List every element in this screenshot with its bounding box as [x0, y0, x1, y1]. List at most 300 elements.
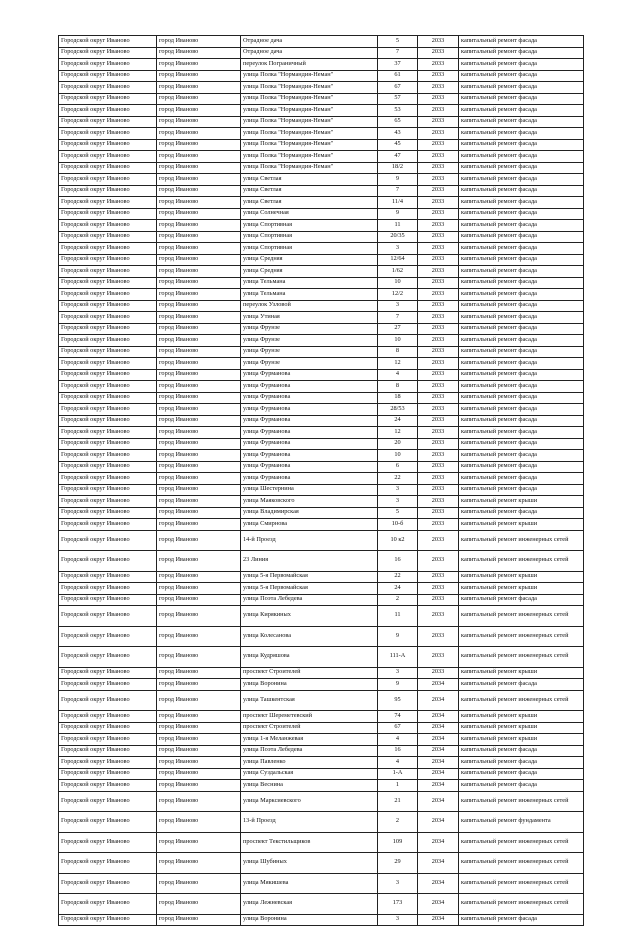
municipality-cell: Городской округ Иваново — [59, 128, 157, 140]
settlement-cell: город Иваново — [157, 461, 241, 473]
work-type-cell: капитальный ремонт фасада — [459, 47, 584, 59]
house-number-cell: 20 — [378, 438, 418, 450]
settlement-cell: город Иваново — [157, 507, 241, 519]
table-row — [59, 780, 584, 792]
year-cell: 2034 — [418, 757, 459, 769]
settlement-cell: город Иваново — [157, 358, 241, 370]
municipality-cell: Городской округ Иваново — [59, 594, 157, 606]
house-number-cell: 4 — [378, 369, 418, 381]
table-row — [59, 231, 584, 243]
year-cell: 2033 — [418, 36, 459, 48]
settlement-cell: город Иваново — [157, 734, 241, 746]
municipality-cell: Городской округ Иваново — [59, 832, 157, 853]
year-cell: 2033 — [418, 507, 459, 519]
table-row — [59, 381, 584, 393]
year-cell: 2034 — [418, 914, 459, 926]
house-number-cell: 111-А — [378, 647, 418, 668]
municipality-cell: Городской округ Иваново — [59, 427, 157, 439]
work-type-cell: капитальный ремонт фасада — [459, 185, 584, 197]
street-cell: улица Светлая — [241, 174, 378, 186]
year-cell: 2034 — [418, 722, 459, 734]
municipality-cell: Городской округ Иваново — [59, 277, 157, 289]
work-type-cell: капитальный ремонт фасада — [459, 369, 584, 381]
municipality-cell: Городской округ Иваново — [59, 626, 157, 647]
table-row — [59, 711, 584, 723]
work-type-cell: капитальный ремонт фасада — [459, 220, 584, 232]
street-cell: проспект Текстильщиков — [241, 832, 378, 853]
house-number-cell: 47 — [378, 151, 418, 163]
settlement-cell: город Иваново — [157, 289, 241, 301]
street-cell: улица Владимирская — [241, 507, 378, 519]
year-cell: 2033 — [418, 583, 459, 595]
street-cell: улица 1-я Меланжевая — [241, 734, 378, 746]
street-cell: улица Тельмана — [241, 289, 378, 301]
street-cell: улица Суздальская — [241, 768, 378, 780]
year-cell: 2033 — [418, 438, 459, 450]
street-cell: улица Фурманова — [241, 473, 378, 485]
year-cell: 2033 — [418, 105, 459, 117]
municipality-cell: Городской округ Иваново — [59, 266, 157, 278]
year-cell: 2033 — [418, 220, 459, 232]
house-number-cell: 9 — [378, 626, 418, 647]
street-cell: улица Утиная — [241, 312, 378, 324]
street-cell: улица Кирякиных — [241, 606, 378, 627]
settlement-cell: город Иваново — [157, 496, 241, 508]
street-cell: Отрадное дача — [241, 47, 378, 59]
house-number-cell: 109 — [378, 832, 418, 853]
municipality-cell: Городской округ Иваново — [59, 415, 157, 427]
municipality-cell: Городской округ Иваново — [59, 346, 157, 358]
table-row — [59, 583, 584, 595]
work-type-cell: капитальный ремонт фасада — [459, 266, 584, 278]
street-cell: улица Фурманова — [241, 427, 378, 439]
settlement-cell: город Иваново — [157, 647, 241, 668]
table-row — [59, 392, 584, 404]
table-row — [59, 369, 584, 381]
year-cell: 2033 — [418, 116, 459, 128]
table-row — [59, 438, 584, 450]
street-cell: Отрадное дача — [241, 36, 378, 48]
settlement-cell: город Иваново — [157, 606, 241, 627]
street-cell: улица 5-я Первомайская — [241, 571, 378, 583]
year-cell: 2033 — [418, 415, 459, 427]
year-cell: 2034 — [418, 679, 459, 691]
house-number-cell: 22 — [378, 473, 418, 485]
document-page — [58, 35, 583, 926]
work-type-cell: капитальный ремонт фасада — [459, 461, 584, 473]
house-number-cell: 74 — [378, 711, 418, 723]
street-cell: улица Средняя — [241, 266, 378, 278]
settlement-cell: город Иваново — [157, 484, 241, 496]
year-cell: 2034 — [418, 791, 459, 812]
house-number-cell: 11/4 — [378, 197, 418, 209]
year-cell: 2033 — [418, 450, 459, 462]
municipality-cell: Городской округ Иваново — [59, 507, 157, 519]
table-row — [59, 415, 584, 427]
table-row — [59, 139, 584, 151]
municipality-cell: Городской округ Иваново — [59, 734, 157, 746]
municipality-cell: Городской округ Иваново — [59, 690, 157, 711]
street-cell: улица Полка "Нормандия-Неман" — [241, 105, 378, 117]
work-type-cell: капитальный ремонт фасада — [459, 507, 584, 519]
house-number-cell: 2 — [378, 594, 418, 606]
municipality-cell: Городской округ Иваново — [59, 812, 157, 833]
street-cell: улица Средняя — [241, 254, 378, 266]
work-type-cell: капитальный ремонт инженерных сетей — [459, 832, 584, 853]
settlement-cell: город Иваново — [157, 530, 241, 551]
work-type-cell: капитальный ремонт фасада — [459, 70, 584, 82]
street-cell: улица Фурманова — [241, 461, 378, 473]
house-number-cell: 9 — [378, 174, 418, 186]
street-cell: улица Фурманова — [241, 415, 378, 427]
table-row — [59, 745, 584, 757]
municipality-cell: Городской округ Иваново — [59, 381, 157, 393]
settlement-cell: город Иваново — [157, 70, 241, 82]
table-row — [59, 116, 584, 128]
year-cell: 2034 — [418, 711, 459, 723]
table-row — [59, 174, 584, 186]
year-cell: 2033 — [418, 59, 459, 71]
house-number-cell: 10-б — [378, 519, 418, 531]
work-type-cell: капитальный ремонт инженерных сетей — [459, 791, 584, 812]
house-number-cell: 53 — [378, 105, 418, 117]
street-cell: улица Солнечная — [241, 208, 378, 220]
work-type-cell: капитальный ремонт крыши — [459, 722, 584, 734]
table-row — [59, 519, 584, 531]
work-type-cell: капитальный ремонт инженерных сетей — [459, 626, 584, 647]
settlement-cell: город Иваново — [157, 768, 241, 780]
house-number-cell: 16 — [378, 551, 418, 572]
table-row — [59, 594, 584, 606]
table-row — [59, 484, 584, 496]
municipality-cell: Городской округ Иваново — [59, 780, 157, 792]
street-cell: улица Фурманова — [241, 438, 378, 450]
settlement-cell: город Иваново — [157, 690, 241, 711]
street-cell: улица Фурманова — [241, 369, 378, 381]
house-number-cell: 24 — [378, 583, 418, 595]
house-number-cell: 9 — [378, 208, 418, 220]
house-number-cell: 10 — [378, 450, 418, 462]
street-cell: 23 Линия — [241, 551, 378, 572]
work-type-cell: капитальный ремонт фасада — [459, 128, 584, 140]
settlement-cell: город Иваново — [157, 346, 241, 358]
municipality-cell: Городской округ Иваново — [59, 571, 157, 583]
year-cell: 2033 — [418, 530, 459, 551]
work-type-cell: капитальный ремонт инженерных сетей — [459, 853, 584, 874]
work-type-cell: капитальный ремонт фасада — [459, 312, 584, 324]
house-number-cell: 12 — [378, 427, 418, 439]
table-row — [59, 473, 584, 485]
street-cell: улица Марксиевского — [241, 791, 378, 812]
work-type-cell: капитальный ремонт фасада — [459, 116, 584, 128]
house-number-cell: 3 — [378, 667, 418, 679]
year-cell: 2033 — [418, 647, 459, 668]
table-row — [59, 36, 584, 48]
municipality-cell: Городской округ Иваново — [59, 679, 157, 691]
table-row — [59, 82, 584, 94]
settlement-cell: город Иваново — [157, 873, 241, 894]
settlement-cell: город Иваново — [157, 82, 241, 94]
work-type-cell: капитальный ремонт крыши — [459, 667, 584, 679]
municipality-cell: Городской округ Иваново — [59, 300, 157, 312]
work-type-cell: капитальный ремонт фасада — [459, 231, 584, 243]
year-cell: 2033 — [418, 197, 459, 209]
municipality-cell: Городской округ Иваново — [59, 473, 157, 485]
street-cell: улица Светлая — [241, 197, 378, 209]
work-type-cell: капитальный ремонт фасада — [459, 780, 584, 792]
table-row — [59, 647, 584, 668]
work-type-cell: капитальный ремонт фасада — [459, 93, 584, 105]
settlement-cell: город Иваново — [157, 551, 241, 572]
year-cell: 2033 — [418, 626, 459, 647]
municipality-cell: Городской округ Иваново — [59, 358, 157, 370]
street-cell: улица 5-я Первомайская — [241, 583, 378, 595]
settlement-cell: город Иваново — [157, 266, 241, 278]
municipality-cell: Городской округ Иваново — [59, 914, 157, 926]
work-type-cell: капитальный ремонт фасада — [459, 415, 584, 427]
municipality-cell: Городской округ Иваново — [59, 791, 157, 812]
municipality-cell: Городской округ Иваново — [59, 853, 157, 874]
year-cell: 2033 — [418, 358, 459, 370]
municipality-cell: Городской округ Иваново — [59, 312, 157, 324]
table-row — [59, 914, 584, 926]
table-row — [59, 679, 584, 691]
settlement-cell: город Иваново — [157, 312, 241, 324]
house-number-cell: 8 — [378, 381, 418, 393]
table-row — [59, 300, 584, 312]
municipality-cell: Городской округ Иваново — [59, 93, 157, 105]
municipality-cell: Городской округ Иваново — [59, 757, 157, 769]
work-type-cell: капитальный ремонт инженерных сетей — [459, 551, 584, 572]
table-row — [59, 59, 584, 71]
settlement-cell: город Иваново — [157, 59, 241, 71]
municipality-cell: Городской округ Иваново — [59, 519, 157, 531]
year-cell: 2033 — [418, 496, 459, 508]
table-row — [59, 571, 584, 583]
table-row — [59, 105, 584, 117]
settlement-cell: город Иваново — [157, 47, 241, 59]
table-row — [59, 853, 584, 874]
table-row — [59, 254, 584, 266]
house-number-cell: 67 — [378, 82, 418, 94]
street-cell: улица Веснина — [241, 780, 378, 792]
year-cell: 2033 — [418, 392, 459, 404]
work-type-cell: капитальный ремонт фасада — [459, 243, 584, 255]
year-cell: 2033 — [418, 519, 459, 531]
house-number-cell: 20/35 — [378, 231, 418, 243]
house-number-cell: 24 — [378, 415, 418, 427]
year-cell: 2033 — [418, 551, 459, 572]
street-cell: улица Колесанова — [241, 626, 378, 647]
work-type-cell: капитальный ремонт фасада — [459, 914, 584, 926]
work-type-cell: капитальный ремонт фасада — [459, 392, 584, 404]
settlement-cell: город Иваново — [157, 667, 241, 679]
street-cell: улица Полка "Нормандия-Неман" — [241, 70, 378, 82]
work-type-cell: капитальный ремонт инженерных сетей — [459, 873, 584, 894]
work-type-cell: капитальный ремонт крыши — [459, 496, 584, 508]
year-cell: 2033 — [418, 461, 459, 473]
work-type-cell: капитальный ремонт фасада — [459, 335, 584, 347]
street-cell: улица Мякишева — [241, 873, 378, 894]
house-number-cell: 10 — [378, 335, 418, 347]
house-number-cell: 1-А — [378, 768, 418, 780]
work-type-cell: капитальный ремонт фасада — [459, 289, 584, 301]
house-number-cell: 37 — [378, 59, 418, 71]
year-cell: 2033 — [418, 254, 459, 266]
municipality-cell: Городской округ Иваново — [59, 745, 157, 757]
street-cell: 13-й Проезд — [241, 812, 378, 833]
municipality-cell: Городской округ Иваново — [59, 369, 157, 381]
repair-schedule-table — [58, 35, 584, 926]
year-cell: 2033 — [418, 484, 459, 496]
work-type-cell: капитальный ремонт инженерных сетей — [459, 606, 584, 627]
house-number-cell: 4 — [378, 734, 418, 746]
settlement-cell: город Иваново — [157, 473, 241, 485]
settlement-cell: город Иваново — [157, 208, 241, 220]
work-type-cell: капитальный ремонт фасада — [459, 473, 584, 485]
year-cell: 2033 — [418, 231, 459, 243]
table-row — [59, 450, 584, 462]
year-cell: 2033 — [418, 473, 459, 485]
work-type-cell: капитальный ремонт фасада — [459, 323, 584, 335]
house-number-cell: 7 — [378, 185, 418, 197]
settlement-cell: город Иваново — [157, 571, 241, 583]
settlement-cell: город Иваново — [157, 679, 241, 691]
house-number-cell: 29 — [378, 853, 418, 874]
table-row — [59, 162, 584, 174]
table-row — [59, 208, 584, 220]
municipality-cell: Городской округ Иваново — [59, 116, 157, 128]
table-row — [59, 346, 584, 358]
year-cell: 2033 — [418, 47, 459, 59]
house-number-cell: 65 — [378, 116, 418, 128]
settlement-cell: город Иваново — [157, 427, 241, 439]
street-cell: проспект Строителей — [241, 722, 378, 734]
street-cell: улица Поэта Лебедева — [241, 594, 378, 606]
house-number-cell: 3 — [378, 496, 418, 508]
municipality-cell: Городской округ Иваново — [59, 461, 157, 473]
municipality-cell: Городской округ Иваново — [59, 162, 157, 174]
settlement-cell: город Иваново — [157, 450, 241, 462]
work-type-cell: капитальный ремонт фасада — [459, 679, 584, 691]
year-cell: 2034 — [418, 768, 459, 780]
work-type-cell: капитальный ремонт фасада — [459, 197, 584, 209]
municipality-cell: Городской округ Иваново — [59, 243, 157, 255]
municipality-cell: Городской округ Иваново — [59, 450, 157, 462]
work-type-cell: капитальный ремонт инженерных сетей — [459, 690, 584, 711]
settlement-cell: город Иваново — [157, 757, 241, 769]
year-cell: 2034 — [418, 873, 459, 894]
year-cell: 2034 — [418, 734, 459, 746]
settlement-cell: город Иваново — [157, 404, 241, 416]
house-number-cell: 3 — [378, 873, 418, 894]
work-type-cell: капитальный ремонт фасада — [459, 300, 584, 312]
street-cell: улица Шестернина — [241, 484, 378, 496]
street-cell: улица Полка "Нормандия-Неман" — [241, 139, 378, 151]
settlement-cell: город Иваново — [157, 812, 241, 833]
work-type-cell: капитальный ремонт фасада — [459, 82, 584, 94]
year-cell: 2033 — [418, 346, 459, 358]
house-number-cell: 7 — [378, 312, 418, 324]
table-row — [59, 151, 584, 163]
work-type-cell: капитальный ремонт инженерных сетей — [459, 647, 584, 668]
table-row — [59, 323, 584, 335]
work-type-cell: капитальный ремонт фасада — [459, 346, 584, 358]
settlement-cell: город Иваново — [157, 780, 241, 792]
work-type-cell: капитальный ремонт фасада — [459, 404, 584, 416]
municipality-cell: Городской округ Иваново — [59, 711, 157, 723]
house-number-cell: 22 — [378, 571, 418, 583]
work-type-cell: капитальный ремонт фасада — [459, 277, 584, 289]
house-number-cell: 173 — [378, 894, 418, 915]
table-row — [59, 722, 584, 734]
table-row — [59, 626, 584, 647]
settlement-cell: город Иваново — [157, 220, 241, 232]
work-type-cell: капитальный ремонт фасада — [459, 105, 584, 117]
table-row — [59, 507, 584, 519]
settlement-cell: город Иваново — [157, 93, 241, 105]
house-number-cell: 67 — [378, 722, 418, 734]
table-row — [59, 894, 584, 915]
municipality-cell: Городской округ Иваново — [59, 404, 157, 416]
municipality-cell: Городской округ Иваново — [59, 335, 157, 347]
house-number-cell: 11 — [378, 606, 418, 627]
table-row — [59, 185, 584, 197]
settlement-cell: город Иваново — [157, 415, 241, 427]
house-number-cell: 12/2 — [378, 289, 418, 301]
street-cell: улица Полка "Нормандия-Неман" — [241, 162, 378, 174]
year-cell: 2034 — [418, 853, 459, 874]
settlement-cell: город Иваново — [157, 832, 241, 853]
settlement-cell: город Иваново — [157, 323, 241, 335]
settlement-cell: город Иваново — [157, 185, 241, 197]
settlement-cell: город Иваново — [157, 174, 241, 186]
street-cell: улица Тельмана — [241, 277, 378, 289]
street-cell: улица Воронина — [241, 914, 378, 926]
street-cell: переулок Пограничный — [241, 59, 378, 71]
year-cell: 2034 — [418, 745, 459, 757]
house-number-cell: 12 — [378, 358, 418, 370]
table-row — [59, 832, 584, 853]
house-number-cell: 12/64 — [378, 254, 418, 266]
municipality-cell: Городской округ Иваново — [59, 254, 157, 266]
settlement-cell: город Иваново — [157, 594, 241, 606]
municipality-cell: Городской округ Иваново — [59, 438, 157, 450]
settlement-cell: город Иваново — [157, 162, 241, 174]
year-cell: 2033 — [418, 139, 459, 151]
year-cell: 2033 — [418, 277, 459, 289]
work-type-cell: капитальный ремонт фасада — [459, 745, 584, 757]
street-cell: улица Поэта Лебедева — [241, 745, 378, 757]
house-number-cell: 3 — [378, 484, 418, 496]
house-number-cell: 18/2 — [378, 162, 418, 174]
table-row — [59, 530, 584, 551]
year-cell: 2033 — [418, 289, 459, 301]
year-cell: 2034 — [418, 812, 459, 833]
municipality-cell: Городской округ Иваново — [59, 208, 157, 220]
house-number-cell: 3 — [378, 914, 418, 926]
municipality-cell: Городской округ Иваново — [59, 185, 157, 197]
settlement-cell: город Иваново — [157, 105, 241, 117]
settlement-cell: город Иваново — [157, 791, 241, 812]
street-cell: улица Кудряшова — [241, 647, 378, 668]
year-cell: 2033 — [418, 266, 459, 278]
settlement-cell: город Иваново — [157, 277, 241, 289]
house-number-cell: 3 — [378, 300, 418, 312]
year-cell: 2034 — [418, 894, 459, 915]
settlement-cell: город Иваново — [157, 381, 241, 393]
work-type-cell: капитальный ремонт фасада — [459, 162, 584, 174]
